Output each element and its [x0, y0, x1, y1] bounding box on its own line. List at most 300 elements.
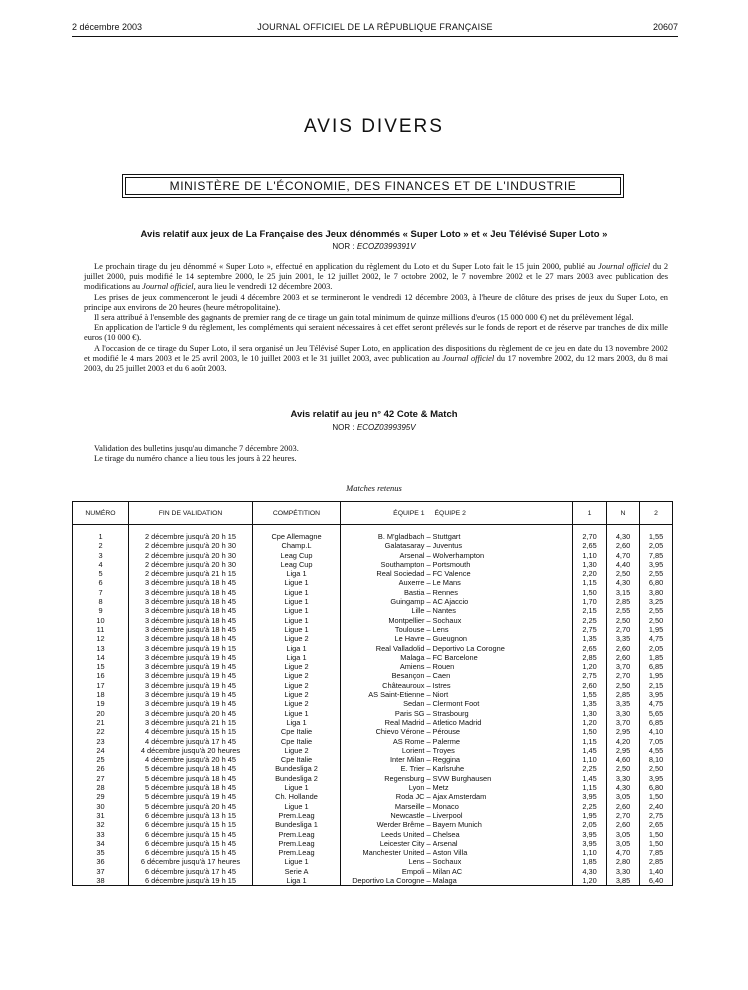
- validation-end: 6 décembre jusqu'à 15 h 45: [129, 830, 253, 839]
- match-number: 30: [73, 802, 129, 811]
- odds-2: 6,80: [640, 578, 673, 587]
- team-2: Niort: [433, 690, 573, 699]
- odds-n: 3,05: [607, 792, 640, 801]
- odds-1: 1,70: [573, 597, 607, 606]
- match-number: 14: [73, 653, 129, 662]
- team-2: Karlsruhe: [433, 764, 573, 773]
- odds-2: 4,55: [640, 746, 673, 755]
- team-2: Ajax Amsterdam: [433, 792, 573, 801]
- validation-end: 2 décembre jusqu'à 21 h 15: [129, 569, 253, 578]
- validation-end: 5 décembre jusqu'à 18 h 45: [129, 764, 253, 773]
- odds-1: 1,20: [573, 718, 607, 727]
- team-2: Gueugnon: [433, 634, 573, 643]
- team-1: Amiens: [341, 662, 425, 671]
- page-header: [72, 22, 678, 36]
- odds-1: 1,15: [573, 737, 607, 746]
- odds-n: 3,35: [607, 699, 640, 708]
- team-separator: –: [426, 792, 431, 802]
- odds-2: 7,85: [640, 551, 673, 560]
- competition: Ligue 1: [253, 588, 341, 597]
- team-2: Rennes: [433, 588, 573, 597]
- competition: Prem.Leag: [253, 848, 341, 857]
- odds-1: 3,95: [573, 792, 607, 801]
- avis2-nor: [0, 423, 748, 432]
- validation-end: 6 décembre jusqu'à 17 h 45: [129, 867, 253, 876]
- team-1: Besançon: [341, 671, 425, 680]
- odds-n: 2,60: [607, 541, 640, 550]
- team-separator: –: [426, 875, 431, 885]
- odds-n: 2,60: [607, 644, 640, 653]
- ministry-name: MINISTÈRE DE L'ÉCONOMIE, DES FINANCES ET DE L'INDUSTRIE: [169, 179, 577, 193]
- team-2: Caen: [433, 671, 573, 680]
- validation-end: 2 décembre jusqu'à 20 h 15: [129, 532, 253, 541]
- team-2: Aston Villa: [433, 848, 573, 857]
- header-numero: NUMÉRO: [73, 502, 129, 525]
- team-2: Palerme: [433, 737, 573, 746]
- odds-n: 3,35: [607, 634, 640, 643]
- team-2: Arsenal: [433, 839, 573, 848]
- table-row: [73, 616, 673, 625]
- odds-1: 1,45: [573, 746, 607, 755]
- odds-2: 3,95: [640, 690, 673, 699]
- match-number: 27: [73, 774, 129, 783]
- validation-end: 4 décembre jusqu'à 17 h 45: [129, 737, 253, 746]
- odds-1: 3,95: [573, 830, 607, 839]
- match-number: 6: [73, 578, 129, 587]
- odds-n: 2,60: [607, 820, 640, 829]
- odds-1: 1,30: [573, 560, 607, 569]
- team-1: Regensburg: [341, 774, 425, 783]
- avis1-paragraph: En application de l'article 9 du règlement, les compléments qui seraient nécessaires à cet effet seront prélevés sur le fonds de report et de réserve par tranches de dix mille euros (10 000 €).: [84, 323, 668, 343]
- validation-end: 3 décembre jusqu'à 18 h 45: [129, 588, 253, 597]
- team-2: Chelsea: [433, 830, 573, 839]
- validation-end: 5 décembre jusqu'à 20 h 45: [129, 802, 253, 811]
- odds-1: 1,10: [573, 755, 607, 764]
- table-row: [73, 857, 673, 866]
- odds-n: 4,70: [607, 551, 640, 560]
- odds-2: 3,25: [640, 597, 673, 606]
- validation-end: 3 décembre jusqu'à 19 h 45: [129, 699, 253, 708]
- team-1: Manchester United: [341, 848, 425, 857]
- validation-end: 3 décembre jusqu'à 18 h 45: [129, 597, 253, 606]
- odds-1: 1,50: [573, 588, 607, 597]
- avis1-paragraph: A l'occasion de ce tirage du Super Loto, il sera organisé un Jeu Télévisé Super Loto, en application des dispositions du règlement de ce jeu en date du 13 novembre 2002 et modifié le 4 mars 2003 et le 25 avril 2003, le 10 juillet 2003 et le 31 juillet 2003, avec publication au Journal officiel du 17 novembre 2002, du 12 mars 2003, du 8 mai 2003, du 25 juillet 2003 et du 6 août 2003.: [84, 343, 668, 374]
- table-row: [73, 783, 673, 792]
- team-1: Le Havre: [341, 634, 425, 643]
- competition: Ligue 1: [253, 783, 341, 792]
- odds-n: 3,15: [607, 588, 640, 597]
- table-row: [73, 755, 673, 764]
- team-2: Metz: [433, 783, 573, 792]
- team-2: Sochaux: [433, 857, 573, 866]
- team-2: Milan AC: [433, 867, 573, 876]
- match-number: 7: [73, 588, 129, 597]
- table-row: [73, 551, 673, 560]
- odds-2: 1,50: [640, 839, 673, 848]
- team-1: Toulouse: [341, 625, 425, 634]
- team-2: FC Barcelone: [433, 653, 573, 662]
- competition: Liga 1: [253, 569, 341, 578]
- competition: Ligue 1: [253, 597, 341, 606]
- competition: Leag Cup: [253, 560, 341, 569]
- table-row: [73, 578, 673, 587]
- team-separator: –: [426, 615, 431, 625]
- team-1: Montpellier: [341, 616, 425, 625]
- header-date: 2 décembre 2003: [72, 22, 143, 32]
- odds-n: 2,85: [607, 597, 640, 606]
- validation-end: 6 décembre jusqu'à 19 h 15: [129, 876, 253, 886]
- team-1: Guingamp: [341, 597, 425, 606]
- team-separator: –: [426, 783, 431, 793]
- odds-1: 2,25: [573, 802, 607, 811]
- odds-n: 3,30: [607, 709, 640, 718]
- team-2: Clermont Foot: [433, 699, 573, 708]
- table-header-row: [73, 502, 673, 525]
- table-row: [73, 560, 673, 569]
- team-2: Lens: [433, 625, 573, 634]
- avis1-nor-code: ECOZ0399391V: [356, 242, 416, 251]
- table-row: [73, 644, 673, 653]
- team-separator: –: [426, 708, 431, 718]
- competition: Ligue 2: [253, 634, 341, 643]
- team-1: Werder Brême: [341, 820, 425, 829]
- odds-2: 3,80: [640, 588, 673, 597]
- odds-2: 6,80: [640, 783, 673, 792]
- odds-2: 8,10: [640, 755, 673, 764]
- validation-end: 6 décembre jusqu'à 15 h 45: [129, 839, 253, 848]
- odds-2: 2,65: [640, 820, 673, 829]
- odds-2: 7,05: [640, 737, 673, 746]
- odds-2: 3,95: [640, 774, 673, 783]
- team-2: Reggina: [433, 755, 573, 764]
- odds-n: 3,05: [607, 830, 640, 839]
- odds-1: 2,70: [573, 532, 607, 541]
- team-1: Leicester City: [341, 839, 425, 848]
- competition: Ligue 1: [253, 709, 341, 718]
- odds-2: 1,95: [640, 625, 673, 634]
- validation-end: 5 décembre jusqu'à 18 h 45: [129, 783, 253, 792]
- table-row: [73, 532, 673, 541]
- competition: Ligue 2: [253, 671, 341, 680]
- competition: Liga 1: [253, 644, 341, 653]
- team-2: Strasbourg: [433, 709, 573, 718]
- competition: Prem.Leag: [253, 839, 341, 848]
- odds-n: 2,50: [607, 569, 640, 578]
- team-1: Sedan: [341, 699, 425, 708]
- match-number: 21: [73, 718, 129, 727]
- validation-end: 3 décembre jusqu'à 18 h 45: [129, 625, 253, 634]
- team-2: AC Ajaccio: [433, 597, 573, 606]
- avis2-nor-code: ECOZ0399395V: [356, 423, 416, 432]
- table-row: [73, 690, 673, 699]
- table-row: [73, 541, 673, 550]
- team-separator: –: [426, 550, 431, 560]
- odds-1: 1,50: [573, 727, 607, 736]
- table-row: [73, 625, 673, 634]
- team-separator: –: [426, 578, 431, 588]
- table-row: [73, 774, 673, 783]
- team-1: Lille: [341, 606, 425, 615]
- odds-n: 3,30: [607, 774, 640, 783]
- validation-end: 5 décembre jusqu'à 18 h 45: [129, 774, 253, 783]
- table-row: [73, 699, 673, 708]
- odds-n: 2,55: [607, 606, 640, 615]
- odds-n: 2,80: [607, 857, 640, 866]
- team-1: Leeds United: [341, 830, 425, 839]
- match-number: 24: [73, 746, 129, 755]
- validation-end: 6 décembre jusqu'à 17 heures: [129, 857, 253, 866]
- odds-n: 4,30: [607, 532, 640, 541]
- odds-n: 3,30: [607, 867, 640, 876]
- team-separator: –: [426, 634, 431, 644]
- odds-n: 3,70: [607, 718, 640, 727]
- competition: Bundesliga 2: [253, 764, 341, 773]
- table-row: [73, 606, 673, 615]
- validation-end: 3 décembre jusqu'à 21 h 15: [129, 718, 253, 727]
- odds-2: 4,75: [640, 699, 673, 708]
- match-number: 20: [73, 709, 129, 718]
- competition: Cpe Italie: [253, 755, 341, 764]
- team-1: Deportivo La Corogne: [341, 876, 425, 886]
- odds-2: 1,40: [640, 867, 673, 876]
- match-number: 2: [73, 541, 129, 550]
- validation-end: 4 décembre jusqu'à 20 h 45: [129, 755, 253, 764]
- header-page-number: 20607: [652, 22, 678, 32]
- odds-n: 2,50: [607, 681, 640, 690]
- competition: Ligue 1: [253, 606, 341, 615]
- team-2: SVW Burghausen: [433, 774, 573, 783]
- match-number: 23: [73, 737, 129, 746]
- team-1: Real Madrid: [341, 718, 425, 727]
- team-2: Wolverhampton: [433, 551, 573, 560]
- team-1: Arsenal: [341, 551, 425, 560]
- odds-1: 1,35: [573, 699, 607, 708]
- odds-2: 2,55: [640, 606, 673, 615]
- odds-n: 4,60: [607, 755, 640, 764]
- odds-1: 2,25: [573, 616, 607, 625]
- odds-1: 1,15: [573, 783, 607, 792]
- odds-1: 4,30: [573, 867, 607, 876]
- team-1: Inter Milan: [341, 755, 425, 764]
- odds-1: 1,20: [573, 876, 607, 886]
- competition: Champ.L: [253, 541, 341, 550]
- table-row: [73, 746, 673, 755]
- match-number: 4: [73, 560, 129, 569]
- validation-end: 3 décembre jusqu'à 19 h 45: [129, 690, 253, 699]
- team-separator: –: [426, 857, 431, 867]
- team-1: AS Rome: [341, 737, 425, 746]
- odds-n: 2,60: [607, 653, 640, 662]
- team-2: Bayern Munich: [433, 820, 573, 829]
- odds-n: 4,70: [607, 848, 640, 857]
- match-number: 32: [73, 820, 129, 829]
- competition: Liga 1: [253, 718, 341, 727]
- team-2: Le Mans: [433, 578, 573, 587]
- odds-2: 1,95: [640, 671, 673, 680]
- match-number: 1: [73, 532, 129, 541]
- avis1-nor: [0, 242, 748, 251]
- odds-n: 3,05: [607, 839, 640, 848]
- team-1: Empoli: [341, 867, 425, 876]
- header-equipe-1: ÉQUIPE 1: [341, 502, 433, 525]
- table-row: [73, 820, 673, 829]
- team-separator: –: [426, 717, 431, 727]
- team-separator: –: [426, 559, 431, 569]
- header-competition: COMPÉTITION: [253, 502, 341, 525]
- team-2: Portsmouth: [433, 560, 573, 569]
- odds-1: 2,15: [573, 606, 607, 615]
- table-row: [73, 681, 673, 690]
- table-row: [73, 718, 673, 727]
- odds-1: 2,85: [573, 653, 607, 662]
- team-1: Marseille: [341, 802, 425, 811]
- competition: Serie A: [253, 867, 341, 876]
- validation-end: 3 décembre jusqu'à 18 h 45: [129, 616, 253, 625]
- header-fin-validation: FIN DE VALIDATION: [129, 502, 253, 525]
- validation-end: 3 décembre jusqu'à 18 h 45: [129, 634, 253, 643]
- team-separator: –: [426, 866, 431, 876]
- team-2: Rouen: [433, 662, 573, 671]
- match-number: 10: [73, 616, 129, 625]
- match-number: 22: [73, 727, 129, 736]
- odds-n: 4,20: [607, 737, 640, 746]
- odds-n: 2,95: [607, 746, 640, 755]
- team-separator: –: [426, 727, 431, 737]
- table-row: [73, 662, 673, 671]
- odds-1: 2,65: [573, 541, 607, 550]
- avis1-title: Avis relatif aux jeux de La Française des Jeux dénommés « Super Loto » et « Jeu Télévisé Super Loto »: [140, 229, 608, 240]
- table-row: [73, 588, 673, 597]
- table-row: [73, 802, 673, 811]
- competition: Cpe Italie: [253, 727, 341, 736]
- match-number: 8: [73, 597, 129, 606]
- table-caption: Matches retenus: [346, 483, 402, 493]
- validation-end: 3 décembre jusqu'à 19 h 45: [129, 681, 253, 690]
- odds-1: 1,55: [573, 690, 607, 699]
- team-2: Monaco: [433, 802, 573, 811]
- validation-end: 2 décembre jusqu'à 20 h 30: [129, 541, 253, 550]
- match-number: 36: [73, 857, 129, 866]
- odds-2: 2,85: [640, 857, 673, 866]
- validation-end: 3 décembre jusqu'à 19 h 45: [129, 671, 253, 680]
- team-2: Juventus: [433, 541, 573, 550]
- team-separator: –: [426, 643, 431, 653]
- competition: Ligue 2: [253, 746, 341, 755]
- match-number: 29: [73, 792, 129, 801]
- team-1: Paris SG: [341, 709, 425, 718]
- match-number: 17: [73, 681, 129, 690]
- table-row: [73, 709, 673, 718]
- match-number: 15: [73, 662, 129, 671]
- odds-1: 1,45: [573, 774, 607, 783]
- match-number: 5: [73, 569, 129, 578]
- odds-1: 2,05: [573, 820, 607, 829]
- odds-n: 2,85: [607, 690, 640, 699]
- odds-2: 5,65: [640, 709, 673, 718]
- odds-n: 2,50: [607, 616, 640, 625]
- odds-1: 1,15: [573, 578, 607, 587]
- team-1: E. Trier: [341, 764, 425, 773]
- table-row: [73, 848, 673, 857]
- competition: Liga 1: [253, 876, 341, 886]
- odds-n: 4,30: [607, 783, 640, 792]
- odds-2: 2,50: [640, 616, 673, 625]
- validation-end: 3 décembre jusqu'à 18 h 45: [129, 606, 253, 615]
- team-separator: –: [426, 745, 431, 755]
- team-1: Bastia: [341, 588, 425, 597]
- match-number: 38: [73, 876, 129, 886]
- odds-2: 2,75: [640, 811, 673, 820]
- team-separator: –: [426, 699, 431, 709]
- match-number: 33: [73, 830, 129, 839]
- team-separator: –: [426, 680, 431, 690]
- table-row: [73, 811, 673, 820]
- team-1: Auxerre: [341, 578, 425, 587]
- competition: Ligue 2: [253, 690, 341, 699]
- odds-2: 1,50: [640, 830, 673, 839]
- match-number: 25: [73, 755, 129, 764]
- validation-end: 6 décembre jusqu'à 15 h 15: [129, 820, 253, 829]
- team-1: Lens: [341, 857, 425, 866]
- odds-1: 1,20: [573, 662, 607, 671]
- table-row: [73, 839, 673, 848]
- team-1: Newcastle: [341, 811, 425, 820]
- table-row: [73, 727, 673, 736]
- team-2: FC Valence: [433, 569, 573, 578]
- odds-1: 1,10: [573, 848, 607, 857]
- ministry-box: [122, 174, 624, 198]
- team-1: Malaga: [341, 653, 425, 662]
- team-separator: –: [426, 838, 431, 848]
- competition: Ligue 2: [253, 699, 341, 708]
- odds-2: 2,05: [640, 644, 673, 653]
- odds-2: 3,95: [640, 560, 673, 569]
- team-1: Real Valladolid: [341, 644, 425, 653]
- avis1-nor-label: NOR :: [332, 242, 355, 251]
- team-2: Sochaux: [433, 616, 573, 625]
- odds-n: 2,70: [607, 671, 640, 680]
- team-1: AS Saint-Etienne: [341, 690, 425, 699]
- validation-end: 2 décembre jusqu'à 20 h 30: [129, 551, 253, 560]
- match-number: 37: [73, 867, 129, 876]
- competition: Bundesliga 2: [253, 774, 341, 783]
- match-number: 9: [73, 606, 129, 615]
- match-number: 13: [73, 644, 129, 653]
- odds-n: 2,50: [607, 764, 640, 773]
- competition: Cpe Italie: [253, 737, 341, 746]
- avis2-title: Avis relatif au jeu n° 42 Cote & Match: [290, 409, 458, 420]
- odds-1: 2,60: [573, 681, 607, 690]
- competition: Ch. Hollande: [253, 792, 341, 801]
- validation-end: 4 décembre jusqu'à 20 heures: [129, 746, 253, 755]
- odds-1: 1,95: [573, 811, 607, 820]
- odds-n: 3,85: [607, 876, 640, 886]
- match-number: 31: [73, 811, 129, 820]
- odds-2: 1,85: [640, 653, 673, 662]
- team-separator: –: [426, 587, 431, 597]
- table-row: [73, 792, 673, 801]
- header-journal-title: JOURNAL OFFICIEL DE LA RÉPUBLIQUE FRANÇAISE: [257, 22, 493, 32]
- validation-end: 4 décembre jusqu'à 15 h 15: [129, 727, 253, 736]
- team-separator: –: [426, 690, 431, 700]
- team-1: Real Sociedad: [341, 569, 425, 578]
- validation-end: 2 décembre jusqu'à 20 h 30: [129, 560, 253, 569]
- odds-1: 2,25: [573, 764, 607, 773]
- competition: Ligue 1: [253, 616, 341, 625]
- header-cote-2: 2: [640, 502, 673, 525]
- match-number: 34: [73, 839, 129, 848]
- table-row: [73, 737, 673, 746]
